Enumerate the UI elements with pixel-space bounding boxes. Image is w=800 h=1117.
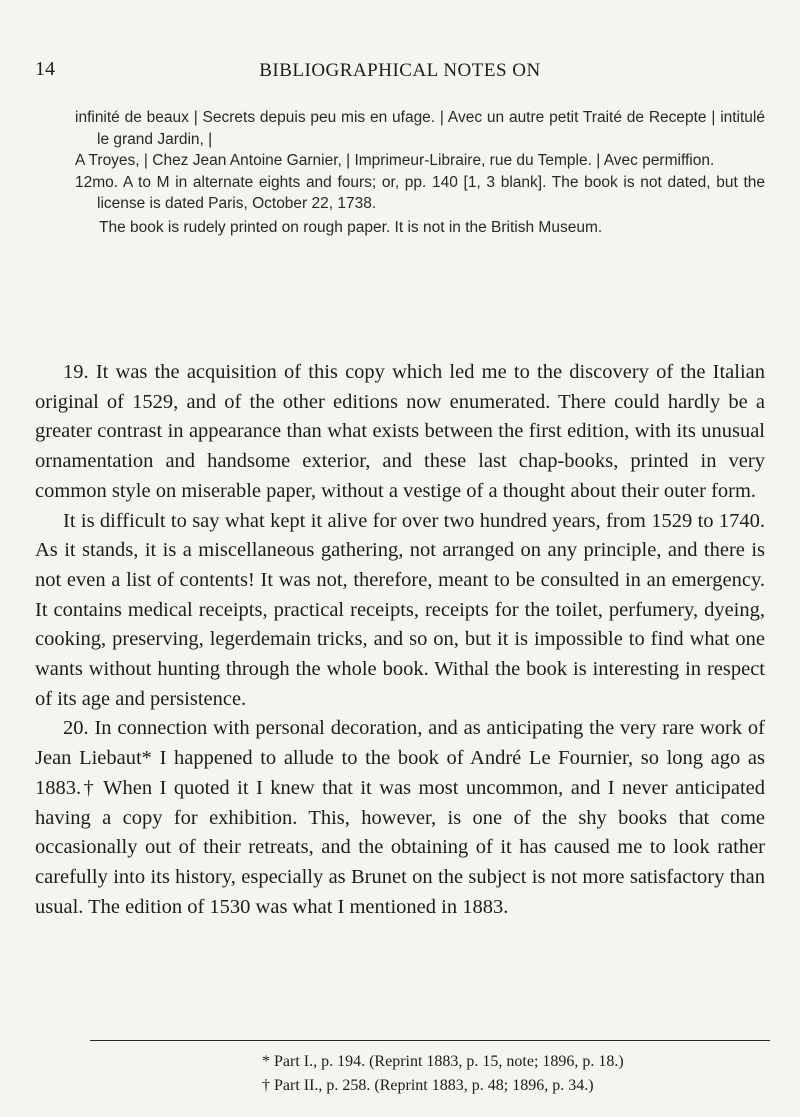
footnote-2: † Part II., p. 258. (Reprint 1883, p. 48; 1896, p. 34.)	[262, 1077, 594, 1094]
entry-collation: 12mo. A to M in alternate eights and fours; or, pp. 140 [1, 3 blank]. The book is not dated, but the license is dated Paris, October 22, 1738.	[75, 173, 765, 212]
footnote-1: * Part I., p. 194. (Reprint 1883, p. 15, note; 1896, p. 18.)	[262, 1053, 624, 1070]
entry-note: The book is rudely printed on rough paper. It is not in the British Museum.	[99, 218, 603, 236]
paragraph-20: 20. In connection with personal decoration, and as anticipating the very rare work of Jean Liebaut* I happened to allude to the book of André Le Fournier, so long ago as 1883.† When I quoted it I knew that it was most uncommon, and I never anticipated having a copy for exhibition. This, however, is one of the shy books that come occasionally out of their retreats, and the obtaining of it has caused me to look rather carefully into its history, especially as Brunet on the subject is not more satisfactory than usual. The edition of 1530 was what I mentioned in 1883.	[35, 717, 765, 918]
entry-title-part-1: infinité de beaux | Secrets depuis peu mis en ufage. | Avec un autre petit Traité de Recepte | intitulé le grand Jardin, |	[75, 109, 765, 148]
running-title: BIBLIOGRAPHICAL NOTES ON	[259, 60, 541, 81]
bibliographic-entry	[75, 107, 765, 238]
paragraph-19: 19. It was the acquisition of this copy which led me to the discovery of the Italian original of 1529, and of the other editions now enumerated. There could hardly be a greater contrast in appearance than what exists between the first edition, with its unusual ornamentation and handsome exterior, and these last chap-books, printed in very common style on miserable paper, without a vestige of a thought about their outer form.	[35, 361, 765, 502]
footnotes	[262, 1050, 624, 1098]
page-number: 14	[35, 58, 55, 80]
entry-title-part-2: A Troyes, | Chez Jean Antoine Garnier, | Imprimeur-Libraire, rue du Temple. | Avec permiffion.	[75, 152, 715, 169]
footnote-rule	[90, 1040, 770, 1041]
paragraph-19-continued: It is difficult to say what kept it alive for over two hundred years, from 1529 to 1740. As it stands, it is a miscellaneous gathering, not arranged on any principle, and there is not even a list of contents! It was not, therefore, meant to be consulted in an emergency. It contains medical receipts, practical receipts, receipts for the toilet, perfumery, dyeing, cooking, preserving, legerdemain tricks, and so on, but it is impossible to find what one wants without hunting through the whole book. Withal the book is interesting in respect of its age and persistence.	[35, 509, 765, 710]
body-text	[35, 358, 765, 922]
